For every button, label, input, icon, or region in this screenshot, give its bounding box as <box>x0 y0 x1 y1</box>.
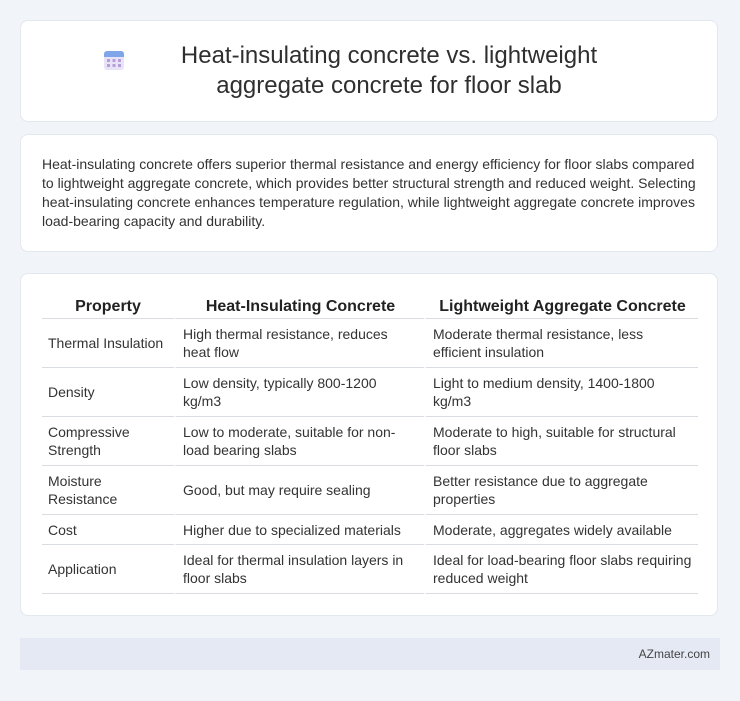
table-row <box>42 368 698 417</box>
table-row <box>42 417 698 466</box>
header-lightweight-aggregate: Lightweight Aggregate Concrete <box>424 296 698 319</box>
summary-card <box>20 134 718 252</box>
footer-bar <box>20 638 720 670</box>
row-heat-insulating-value: Good, but may require sealing <box>174 466 424 515</box>
row-property: Density <box>42 368 174 417</box>
table-header-row <box>42 296 698 319</box>
row-lightweight-value: Better resistance due to aggregate properties <box>424 466 698 515</box>
row-property: Cost <box>42 515 174 545</box>
table-row <box>42 545 698 594</box>
table-row <box>42 319 698 368</box>
row-heat-insulating-value: Higher due to specialized materials <box>174 515 424 545</box>
row-lightweight-value: Moderate, aggregates widely available <box>424 515 698 545</box>
page-title: Heat-insulating concrete vs. lightweight aggregate concrete for floor slab <box>180 42 598 99</box>
header-property: Property <box>42 296 174 319</box>
row-lightweight-value: Moderate to high, suitable for structural floor slabs <box>424 417 698 466</box>
table-row <box>42 515 698 545</box>
row-property: Application <box>42 545 174 594</box>
row-property: Compressive Strength <box>42 417 174 466</box>
footer-site-link[interactable]: AZmater.com <box>638 647 710 661</box>
row-heat-insulating-value: High thermal resistance, reduces heat flow <box>174 319 424 368</box>
row-property: Thermal Insulation <box>42 319 174 368</box>
comparison-card <box>20 273 718 616</box>
row-lightweight-value: Light to medium density, 1400-1800 kg/m3 <box>424 368 698 417</box>
row-heat-insulating-value: Ideal for thermal insulation layers in floor slabs <box>174 545 424 594</box>
header-heat-insulating: Heat-Insulating Concrete <box>174 296 424 319</box>
row-heat-insulating-value: Low density, typically 800-1200 kg/m3 <box>174 368 424 417</box>
row-property: Moisture Resistance <box>42 466 174 515</box>
summary-text: Heat-insulating concrete offers superior thermal resistance and energy efficiency for floor slabs compared to lightweight aggregate concrete, which provides better structural strength and reduced weight. Selecting heat-insulating concrete enhances temperature regulation, while lightweight aggregate concrete improves load-bearing capacity and durability. <box>42 156 696 229</box>
table-row <box>42 466 698 515</box>
row-lightweight-value: Ideal for load-bearing floor slabs requiring reduced weight <box>424 545 698 594</box>
title-card <box>20 20 718 122</box>
row-heat-insulating-value: Low to moderate, suitable for non-load bearing slabs <box>174 417 424 466</box>
comparison-table <box>42 296 698 594</box>
row-lightweight-value: Moderate thermal resistance, less efficient insulation <box>424 319 698 368</box>
